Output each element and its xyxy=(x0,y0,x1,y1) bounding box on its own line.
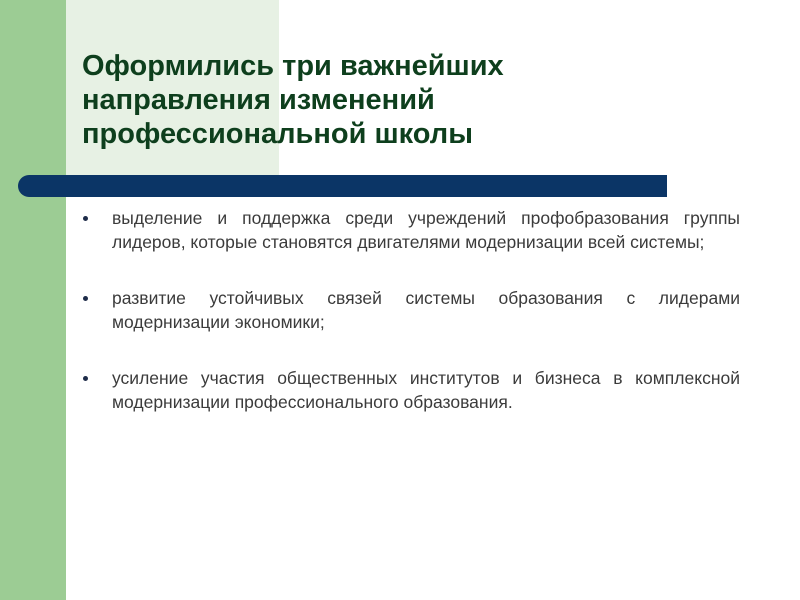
left-decorative-strip xyxy=(0,0,66,600)
bullet-dot-icon xyxy=(83,376,88,381)
bullet-dot-icon xyxy=(83,296,88,301)
bullet-item xyxy=(80,366,740,414)
bullet-item xyxy=(80,206,740,254)
title-underline-bar xyxy=(18,175,667,197)
bullet-item xyxy=(80,286,740,334)
bullet-text: усиление участия общественных институтов и бизнеса в комплексной модернизации профессионального образования. xyxy=(112,368,740,412)
bullet-list xyxy=(80,206,740,414)
bullet-text: выделение и поддержка среди учреждений профобразования группы лидеров, которые становятся двигателями модернизации всей системы; xyxy=(112,208,740,252)
bullet-text: развитие устойчивых связей системы образования с лидерами модернизации экономики; xyxy=(112,288,740,332)
slide-title: Оформились три важнейших направления изменений профессиональной школы xyxy=(82,50,504,150)
bullet-dot-icon xyxy=(83,216,88,221)
